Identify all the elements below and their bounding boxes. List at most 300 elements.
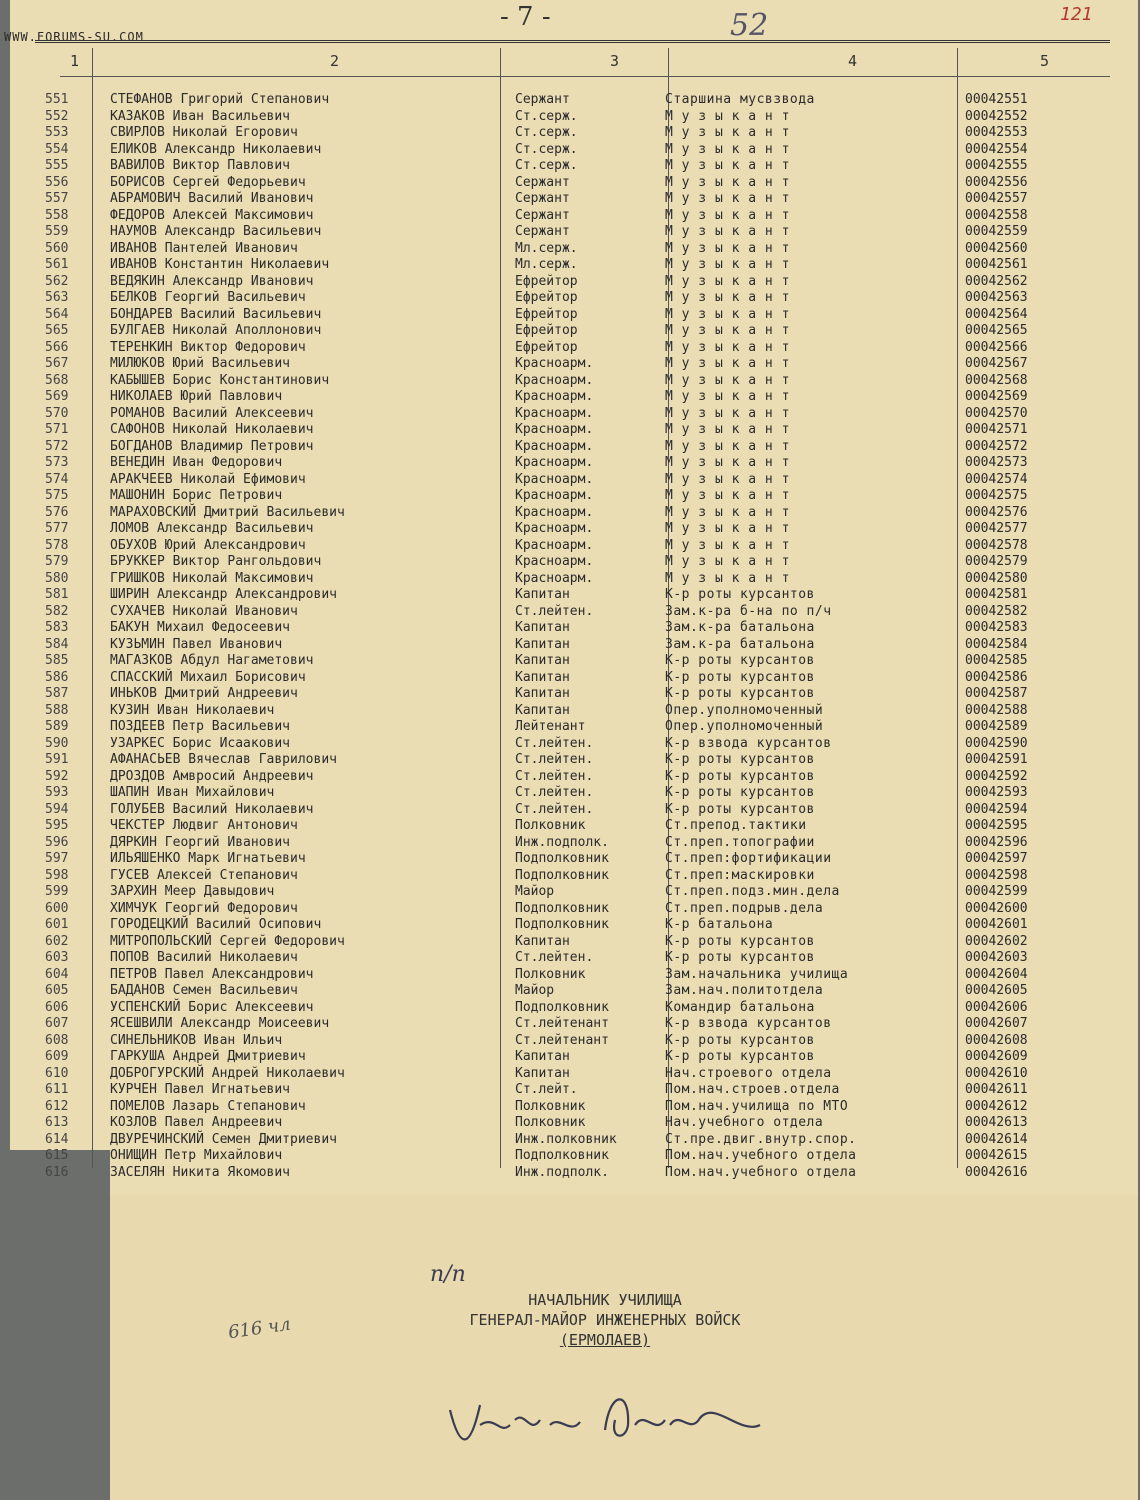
person-name: МАГАЗКОВ Абдул Нагаметович bbox=[110, 653, 314, 668]
row-number: 616 bbox=[45, 1164, 69, 1180]
person-name: ФЕДОРОВ Алексей Максимович bbox=[110, 207, 314, 223]
position-title: Зам.нач.политотдела bbox=[665, 983, 824, 998]
personnel-id: 00042551 bbox=[965, 92, 1028, 107]
row-number: 552 bbox=[45, 108, 69, 124]
military-rank: Ст.лейт. bbox=[515, 1082, 578, 1097]
row-number: 576 bbox=[45, 504, 69, 520]
handwritten-signature bbox=[440, 1380, 770, 1460]
military-rank: Сержант bbox=[515, 92, 570, 107]
personnel-id: 00042573 bbox=[965, 455, 1028, 470]
position-title: К-р роты курсантов bbox=[665, 669, 815, 685]
personnel-id: 00042581 bbox=[965, 587, 1028, 602]
military-rank: Капитан bbox=[515, 702, 570, 718]
position-title: Пом.нач.училища по МТО bbox=[665, 1098, 849, 1114]
personnel-id: 00042586 bbox=[965, 669, 1028, 685]
military-rank: Мл.серж. bbox=[515, 240, 578, 256]
row-number: 589 bbox=[45, 719, 69, 734]
row-number: 585 bbox=[45, 653, 69, 668]
person-name: НИКОЛАЕВ Юрий Павлович bbox=[110, 389, 283, 404]
row-number: 599 bbox=[45, 884, 69, 899]
row-number: 559 bbox=[45, 224, 69, 239]
military-rank: Красноарм. bbox=[515, 389, 594, 404]
person-name: ГОЛУБЕВ Василий Николаевич bbox=[110, 801, 314, 817]
position-title: М у з ы к а н т bbox=[665, 306, 790, 322]
position-title: М у з ы к а н т bbox=[665, 224, 790, 239]
column-header-3: 3 bbox=[610, 52, 620, 70]
position-title: К-р роты курсантов bbox=[665, 950, 815, 965]
personnel-id: 00042554 bbox=[965, 141, 1028, 157]
torn-corner bbox=[10, 1150, 110, 1500]
military-rank: Сержант bbox=[515, 207, 570, 223]
person-name: АБРАМОВИЧ Василий Иванович bbox=[110, 191, 314, 206]
row-number: 604 bbox=[45, 966, 69, 982]
personnel-id: 00042599 bbox=[965, 884, 1028, 899]
military-rank: Ефрейтор bbox=[515, 323, 578, 338]
personnel-id: 00042561 bbox=[965, 257, 1028, 272]
position-title: М у з ы к а н т bbox=[665, 191, 790, 206]
personnel-id: 00042613 bbox=[965, 1115, 1028, 1130]
personnel-id: 00042605 bbox=[965, 983, 1028, 998]
folio-number: 52 bbox=[730, 8, 769, 43]
military-rank: Сержант bbox=[515, 191, 570, 206]
row-number: 575 bbox=[45, 488, 69, 503]
position-title: М у з ы к а н т bbox=[665, 174, 790, 190]
personnel-id: 00042612 bbox=[965, 1098, 1028, 1114]
row-number: 569 bbox=[45, 389, 69, 404]
personnel-id: 00042607 bbox=[965, 1016, 1028, 1031]
row-number: 574 bbox=[45, 471, 69, 487]
row-number: 554 bbox=[45, 141, 69, 157]
person-name: ЯСЕШВИЛИ Александр Моисеевич bbox=[110, 1016, 330, 1031]
person-name: КУЗИН Иван Николаевич bbox=[110, 702, 275, 718]
military-rank: Красноарм. bbox=[515, 455, 594, 470]
person-name: ВЕДЯКИН Александр Иванович bbox=[110, 273, 314, 289]
person-name: БЕЛКОВ Георгий Васильевич bbox=[110, 290, 306, 305]
personnel-id: 00042563 bbox=[965, 290, 1028, 305]
row-number: 584 bbox=[45, 636, 69, 652]
position-title: К-р роты курсантов bbox=[665, 686, 815, 701]
personnel-id: 00042603 bbox=[965, 950, 1028, 965]
column-header-5: 5 bbox=[1040, 52, 1050, 70]
position-title: Нач.строевого отдела bbox=[665, 1065, 832, 1081]
military-rank: Красноарм. bbox=[515, 438, 594, 454]
person-name: ОБУХОВ Юрий Александрович bbox=[110, 537, 306, 553]
personnel-id: 00042556 bbox=[965, 174, 1028, 190]
person-name: ИВАНОВ Константин Николаевич bbox=[110, 257, 330, 272]
row-number: 577 bbox=[45, 521, 69, 536]
person-name: МАРАХОВСКИЙ Дмитрий Васильевич bbox=[110, 504, 345, 520]
military-rank: Ефрейтор bbox=[515, 306, 578, 322]
person-name: ЧЕКСТЕР Людвиг Антонович bbox=[110, 818, 298, 833]
position-title: М у з ы к а н т bbox=[665, 125, 790, 140]
person-name: ОНИЩИН Петр Михайлович bbox=[110, 1148, 283, 1163]
military-rank: Подполковник bbox=[515, 999, 609, 1015]
military-rank: Ст.лейтен. bbox=[515, 768, 594, 784]
military-rank: Красноарм. bbox=[515, 488, 594, 503]
position-title: М у з ы к а н т bbox=[665, 554, 790, 569]
military-rank: Красноарм. bbox=[515, 537, 594, 553]
column-header-rule bbox=[60, 76, 1110, 77]
person-name: ЗАРХИН Меер Давыдович bbox=[110, 884, 275, 899]
row-number: 601 bbox=[45, 917, 69, 932]
person-name: СПАССКИЙ Михаил Борисович bbox=[110, 669, 306, 685]
position-title: Пом.нач.строев.отдела bbox=[665, 1082, 840, 1097]
row-number: 583 bbox=[45, 620, 69, 635]
personnel-id: 00042568 bbox=[965, 372, 1028, 388]
position-title: К-р роты курсантов bbox=[665, 653, 815, 668]
military-rank: Капитан bbox=[515, 636, 570, 652]
person-name: ВЕНЕДИН Иван Федорович bbox=[110, 455, 283, 470]
military-rank: Лейтенант bbox=[515, 719, 586, 734]
signer-title: НАЧАЛЬНИК УЧИЛИЩА bbox=[528, 1291, 682, 1309]
personnel-id: 00042580 bbox=[965, 570, 1028, 586]
row-number: 579 bbox=[45, 554, 69, 569]
military-rank: Подполковник bbox=[515, 917, 609, 932]
person-name: НАУМОВ Александр Васильевич bbox=[110, 224, 322, 239]
military-rank: Ст.серж. bbox=[515, 141, 578, 157]
personnel-id: 00042552 bbox=[965, 108, 1028, 124]
position-title: М у з ы к а н т bbox=[665, 257, 790, 272]
personnel-id: 00042562 bbox=[965, 273, 1028, 289]
person-name: ДЯРКИН Георгий Иванович bbox=[110, 834, 291, 850]
military-rank: Подполковник bbox=[515, 867, 609, 883]
personnel-id: 00042601 bbox=[965, 917, 1028, 932]
position-title: Ст.преп.подз.мин.дела bbox=[665, 884, 840, 899]
military-rank: Ст.лейтен. bbox=[515, 785, 594, 800]
position-title: К-р роты курсантов bbox=[665, 1049, 815, 1064]
personnel-id: 00042598 bbox=[965, 867, 1028, 883]
personnel-id: 00042610 bbox=[965, 1065, 1028, 1081]
person-name: УСПЕНСКИЙ Борис Алексеевич bbox=[110, 999, 314, 1015]
row-number: 587 bbox=[45, 686, 69, 701]
row-number: 578 bbox=[45, 537, 69, 553]
military-rank: Капитан bbox=[515, 669, 570, 685]
row-number: 566 bbox=[45, 339, 69, 355]
personnel-id: 00042585 bbox=[965, 653, 1028, 668]
position-title: Зам.к-ра батальона bbox=[665, 620, 815, 635]
military-rank: Подполковник bbox=[515, 1148, 609, 1163]
position-title: М у з ы к а н т bbox=[665, 372, 790, 388]
military-rank: Капитан bbox=[515, 1065, 570, 1081]
row-number: 557 bbox=[45, 191, 69, 206]
position-title: К-р роты курсантов bbox=[665, 801, 815, 817]
row-number: 611 bbox=[45, 1082, 69, 1097]
row-number: 586 bbox=[45, 669, 69, 685]
position-title: М у з ы к а н т bbox=[665, 240, 790, 256]
person-name: БОНДАРЕВ Василий Васильевич bbox=[110, 306, 322, 322]
row-number: 602 bbox=[45, 933, 69, 949]
military-rank: Инж.подполк. bbox=[515, 1164, 609, 1180]
military-rank: Ст.лейтенант bbox=[515, 1016, 609, 1031]
person-name: ГОРОДЕЦКИЙ Василий Осипович bbox=[110, 917, 322, 932]
personnel-id: 00042557 bbox=[965, 191, 1028, 206]
position-title: К-р роты курсантов bbox=[665, 785, 815, 800]
position-title: Командир батальона bbox=[665, 999, 815, 1015]
military-rank: Подполковник bbox=[515, 900, 609, 916]
military-rank: Майор bbox=[515, 983, 555, 998]
military-rank: Инж.подполк. bbox=[515, 834, 609, 850]
military-rank: Красноарм. bbox=[515, 570, 594, 586]
personnel-id: 00042591 bbox=[965, 752, 1028, 767]
military-rank: Ст.серж. bbox=[515, 158, 578, 173]
personnel-id: 00042560 bbox=[965, 240, 1028, 256]
personnel-id: 00042592 bbox=[965, 768, 1028, 784]
personnel-id: 00042567 bbox=[965, 356, 1028, 371]
personnel-id: 00042584 bbox=[965, 636, 1028, 652]
row-number: 567 bbox=[45, 356, 69, 371]
position-title: М у з ы к а н т bbox=[665, 405, 790, 421]
military-rank: Красноарм. bbox=[515, 372, 594, 388]
personnel-id: 00042582 bbox=[965, 603, 1028, 619]
military-rank: Сержант bbox=[515, 224, 570, 239]
person-name: ГУСЕВ Алексей Степанович bbox=[110, 867, 298, 883]
position-title: М у з ы к а н т bbox=[665, 323, 790, 338]
person-name: БУЛГАЕВ Николай Аполлонович bbox=[110, 323, 322, 338]
person-name: ЛОМОВ Александр Васильевич bbox=[110, 521, 314, 536]
row-number: 614 bbox=[45, 1131, 69, 1147]
person-name: БОРИСОВ Сергей Федорьевич bbox=[110, 174, 306, 190]
military-rank: Красноарм. bbox=[515, 504, 594, 520]
position-title: Пом.нач.учебного отдела bbox=[665, 1164, 857, 1180]
row-number: 555 bbox=[45, 158, 69, 173]
personnel-id: 00042594 bbox=[965, 801, 1028, 817]
signer-rank: ГЕНЕРАЛ-МАЙОР ИНЖЕНЕРНЫХ ВОЙСК bbox=[469, 1311, 741, 1329]
row-number: 607 bbox=[45, 1016, 69, 1031]
row-number: 588 bbox=[45, 702, 69, 718]
personnel-id: 00042577 bbox=[965, 521, 1028, 536]
person-name: ПОЗДЕЕВ Петр Васильевич bbox=[110, 719, 291, 734]
position-title: Опер.уполномоченный bbox=[665, 702, 824, 718]
person-name: АРАКЧЕЕВ Николай Ефимович bbox=[110, 471, 306, 487]
person-name: ИВАНОВ Пантелей Иванович bbox=[110, 240, 298, 256]
personnel-id: 00042576 bbox=[965, 504, 1028, 520]
row-number: 571 bbox=[45, 422, 69, 437]
person-name: ШИРИН Александр Александрович bbox=[110, 587, 337, 602]
position-title: К-р взвода курсантов bbox=[665, 1016, 832, 1031]
column-header-1: 1 bbox=[70, 52, 80, 70]
personnel-id: 00042555 bbox=[965, 158, 1028, 173]
military-rank: Красноарм. bbox=[515, 356, 594, 371]
position-title: М у з ы к а н т bbox=[665, 438, 790, 454]
position-title: М у з ы к а н т bbox=[665, 504, 790, 520]
personnel-id: 00042575 bbox=[965, 488, 1028, 503]
personnel-id: 00042579 bbox=[965, 554, 1028, 569]
position-title: М у з ы к а н т bbox=[665, 422, 790, 437]
position-title: Зам.начальника училища bbox=[665, 966, 849, 982]
person-name: МИЛЮКОВ Юрий Васильевич bbox=[110, 356, 291, 371]
military-rank: Полковник bbox=[515, 818, 586, 833]
position-title: М у з ы к а н т bbox=[665, 339, 790, 355]
person-name: ПОМЕЛОВ Лазарь Степанович bbox=[110, 1098, 306, 1114]
position-title: Зам.к-ра батальона bbox=[665, 636, 815, 652]
row-number: 582 bbox=[45, 603, 69, 619]
position-title: К-р роты курсантов bbox=[665, 768, 815, 784]
personnel-id: 00042611 bbox=[965, 1082, 1028, 1097]
row-number: 590 bbox=[45, 735, 69, 751]
column-divider bbox=[957, 48, 958, 1168]
position-title: М у з ы к а н т bbox=[665, 290, 790, 305]
row-number: 605 bbox=[45, 983, 69, 998]
person-name: КАЗАКОВ Иван Васильевич bbox=[110, 108, 291, 124]
position-title: Ст.пре.двиг.внутр.спор. bbox=[665, 1131, 857, 1147]
military-rank: Капитан bbox=[515, 620, 570, 635]
row-number: 606 bbox=[45, 999, 69, 1015]
person-name: ШАПИН Иван Михайлович bbox=[110, 785, 275, 800]
row-number: 581 bbox=[45, 587, 69, 602]
person-name: ТЕРЕНКИН Виктор Федорович bbox=[110, 339, 306, 355]
personnel-id: 00042614 bbox=[965, 1131, 1028, 1147]
row-number: 595 bbox=[45, 818, 69, 833]
military-rank: Красноарм. bbox=[515, 405, 594, 421]
person-name: ГАРКУША Андрей Дмитриевич bbox=[110, 1049, 306, 1064]
row-number: 551 bbox=[45, 92, 69, 107]
military-rank: Ст.лейтен. bbox=[515, 801, 594, 817]
position-title: Старшина мусвзвода bbox=[665, 92, 815, 107]
position-title: Опер.уполномоченный bbox=[665, 719, 824, 734]
personnel-id: 00042583 bbox=[965, 620, 1028, 635]
position-title: М у з ы к а н т bbox=[665, 273, 790, 289]
row-number: 573 bbox=[45, 455, 69, 470]
personnel-id: 00042571 bbox=[965, 422, 1028, 437]
position-title: К-р батальона bbox=[665, 917, 774, 932]
military-rank: Красноарм. bbox=[515, 521, 594, 536]
military-rank: Майор bbox=[515, 884, 555, 899]
row-number: 598 bbox=[45, 867, 69, 883]
row-number: 556 bbox=[45, 174, 69, 190]
person-name: МАШОНИН Борис Петрович bbox=[110, 488, 283, 503]
person-name: КАБЫШЕВ Борис Константинович bbox=[110, 372, 330, 388]
military-rank: Капитан bbox=[515, 587, 570, 602]
person-name: ИЛЬЯШЕНКО Марк Игнатьевич bbox=[110, 851, 306, 866]
personnel-id: 00042572 bbox=[965, 438, 1028, 454]
row-number: 600 bbox=[45, 900, 69, 916]
military-rank: Инж.полковник bbox=[515, 1131, 617, 1147]
personnel-id: 00042587 bbox=[965, 686, 1028, 701]
row-number: 593 bbox=[45, 785, 69, 800]
position-title: М у з ы к а н т bbox=[665, 488, 790, 503]
position-title: М у з ы к а н т bbox=[665, 158, 790, 173]
handwritten-count: 616 чл bbox=[226, 1313, 292, 1344]
row-number: 558 bbox=[45, 207, 69, 223]
personnel-id: 00042564 bbox=[965, 306, 1028, 322]
person-name: СИНЕЛЬНИКОВ Иван Ильич bbox=[110, 1032, 283, 1048]
position-title: Ст.преп.подрыв.дела bbox=[665, 900, 824, 916]
header-rule bbox=[35, 40, 1110, 43]
personnel-id: 00042589 bbox=[965, 719, 1028, 734]
row-number: 594 bbox=[45, 801, 69, 817]
position-title: М у з ы к а н т bbox=[665, 521, 790, 536]
position-title: Ст.преп:маскировки bbox=[665, 867, 815, 883]
personnel-id: 00042578 bbox=[965, 537, 1028, 553]
column-header-2: 2 bbox=[330, 52, 340, 70]
row-number: 612 bbox=[45, 1098, 69, 1114]
person-name: УЗАРКЕС Борис Исаакович bbox=[110, 735, 291, 751]
row-number: 608 bbox=[45, 1032, 69, 1048]
position-title: М у з ы к а н т bbox=[665, 570, 790, 586]
personnel-id: 00042616 bbox=[965, 1164, 1028, 1180]
position-title: М у з ы к а н т bbox=[665, 141, 790, 157]
position-title: М у з ы к а н т bbox=[665, 356, 790, 371]
military-rank: Капитан bbox=[515, 653, 570, 668]
personnel-id: 00042565 bbox=[965, 323, 1028, 338]
position-title: М у з ы к а н т bbox=[665, 537, 790, 553]
position-title: М у з ы к а н т bbox=[665, 455, 790, 470]
person-name: ДВУРЕЧИНСКИЙ Семен Дмитриевич bbox=[110, 1131, 337, 1147]
signer-name: (ЕРМОЛАЕВ) bbox=[559, 1331, 651, 1349]
row-number: 565 bbox=[45, 323, 69, 338]
military-rank: Полковник bbox=[515, 1098, 586, 1114]
person-name: ВАВИЛОВ Виктор Павлович bbox=[110, 158, 291, 173]
personnel-id: 00042609 bbox=[965, 1049, 1028, 1064]
person-name: ИНЬКОВ Дмитрий Андреевич bbox=[110, 686, 298, 701]
military-rank: Капитан bbox=[515, 1049, 570, 1064]
person-name: КОЗЛОВ Павел Андреевич bbox=[110, 1115, 283, 1130]
position-title: Нач.учебного отдела bbox=[665, 1115, 824, 1130]
person-name: ПЕТРОВ Павел Александрович bbox=[110, 966, 314, 982]
military-rank: Ст.лейтен. bbox=[515, 950, 594, 965]
person-name: БОГДАНОВ Владимир Петрович bbox=[110, 438, 314, 454]
position-title: Ст.преп.топографии bbox=[665, 834, 815, 850]
person-name: ЕЛИКОВ Александр Николаевич bbox=[110, 141, 322, 157]
person-name: КУРЧЕН Павел Игнатьевич bbox=[110, 1082, 291, 1097]
military-rank: Полковник bbox=[515, 966, 586, 982]
military-rank: Мл.серж. bbox=[515, 257, 578, 272]
page-number: - 7 - bbox=[500, 2, 551, 32]
row-number: 610 bbox=[45, 1065, 69, 1081]
person-name: ХИМЧУК Георгий Федорович bbox=[110, 900, 298, 916]
personnel-id: 00042553 bbox=[965, 125, 1028, 140]
position-title: К-р взвода курсантов bbox=[665, 735, 832, 751]
row-number: 580 bbox=[45, 570, 69, 586]
personnel-id: 00042569 bbox=[965, 389, 1028, 404]
position-title: К-р роты курсантов bbox=[665, 933, 815, 949]
position-title: Ст.препод.тактики bbox=[665, 818, 807, 833]
row-number: 568 bbox=[45, 372, 69, 388]
position-title: М у з ы к а н т bbox=[665, 108, 790, 124]
military-rank: Ефрейтор bbox=[515, 273, 578, 289]
military-rank: Ст.лейтен. bbox=[515, 603, 594, 619]
military-rank: Сержант bbox=[515, 174, 570, 190]
position-title: Ст.преп:фортификации bbox=[665, 851, 832, 866]
personnel-id: 00042588 bbox=[965, 702, 1028, 718]
position-title: М у з ы к а н т bbox=[665, 207, 790, 223]
position-title: М у з ы к а н т bbox=[665, 471, 790, 487]
personnel-id: 00042600 bbox=[965, 900, 1028, 916]
handwritten-mark: п/п bbox=[430, 1262, 466, 1287]
personnel-id: 00042608 bbox=[965, 1032, 1028, 1048]
signature-block bbox=[380, 1290, 830, 1350]
position-title: М у з ы к а н т bbox=[665, 389, 790, 404]
personnel-id: 00042593 bbox=[965, 785, 1028, 800]
military-rank: Ст.лейтенант bbox=[515, 1032, 609, 1048]
personnel-id: 00042597 bbox=[965, 851, 1028, 866]
row-number: 563 bbox=[45, 290, 69, 305]
row-number: 592 bbox=[45, 768, 69, 784]
personnel-id: 00042602 bbox=[965, 933, 1028, 949]
personnel-id: 00042558 bbox=[965, 207, 1028, 223]
military-rank: Красноарм. bbox=[515, 554, 594, 569]
person-name: ЗАСЕЛЯН Никита Якомович bbox=[110, 1164, 291, 1180]
military-rank: Ст.лейтен. bbox=[515, 752, 594, 767]
personnel-id: 00042604 bbox=[965, 966, 1028, 982]
personnel-id: 00042595 bbox=[965, 818, 1028, 833]
person-name: РОМАНОВ Василий Алексеевич bbox=[110, 405, 314, 421]
personnel-id: 00042596 bbox=[965, 834, 1028, 850]
person-name: МИТРОПОЛЬСКИЙ Сергей Федорович bbox=[110, 933, 345, 949]
position-title: К-р роты курсантов bbox=[665, 1032, 815, 1048]
row-number: 615 bbox=[45, 1148, 69, 1163]
military-rank: Красноарм. bbox=[515, 422, 594, 437]
